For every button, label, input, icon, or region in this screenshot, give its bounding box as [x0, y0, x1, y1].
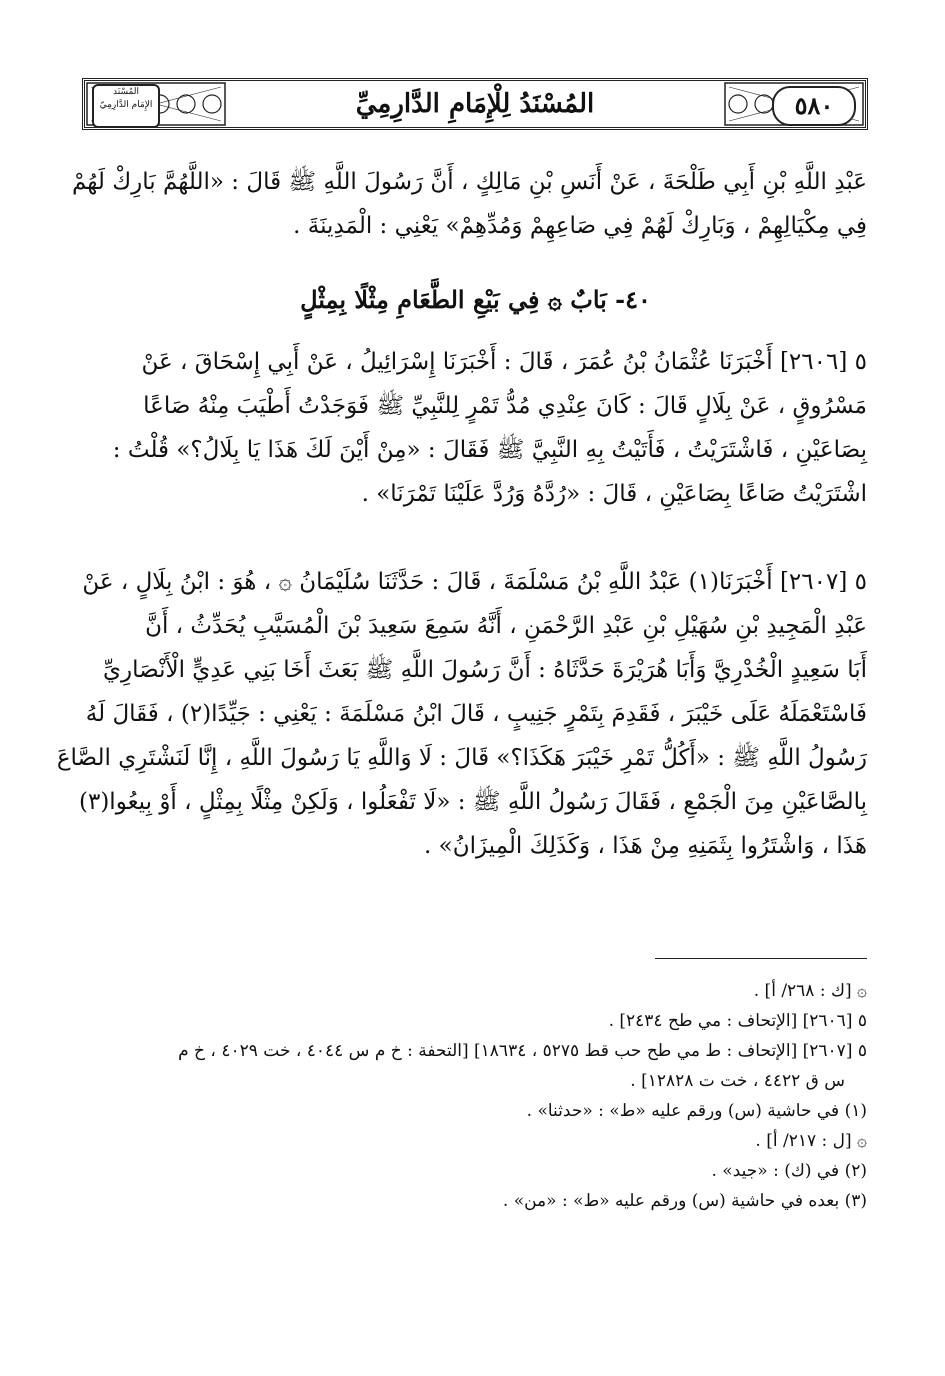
- footnotes: [84, 976, 867, 1216]
- text-line: مَسْرُوقٍ ، عَنْ بِلَالٍ قَالَ : كَانَ عِنْدِي مُدُّ تَمْرٍ لِلنَّبِيِّ ﷺ فَوَجَدْتُ أَطْيَبَ مِنْهُ صَاعًا: [143, 393, 867, 419]
- logo-line-2: الإِمَام الدَّارِمِيّ: [99, 100, 153, 110]
- intro-text: [71, 160, 867, 248]
- footnote: ۞ [ل : ٢١٧/ أ] .: [755, 1131, 867, 1151]
- hadith-2606: [84, 340, 867, 516]
- hadith-2607: [56, 560, 867, 868]
- footnote: (٣) بعده في حاشية (س) ورقم عليه «ط» : «من» .: [502, 1191, 867, 1211]
- text-line: أَبَا سَعِيدٍ الْخُدْرِيَّ وَأَبَا هُرَيْرَةَ حَدَّثَاهُ : أَنَّ رَسُولَ اللَّهِ ﷺ بَعَثَ أَخَا بَنِي عَدِيٍّ الْأَنْصَارِيِّ: [103, 657, 867, 683]
- book-title: المُسْنَدُ لِلْإِمَامِ الدَّارِمِيِّ: [355, 89, 595, 119]
- footnote-separator: [655, 958, 867, 959]
- page-number: ٥٨٠: [772, 86, 856, 126]
- text-line: فِي مِكْيَالِهِمْ ، وَبَارِكْ لَهُمْ فِي صَاعِهِمْ وَمُدِّهِمْ» يَعْنِي : الْمَدِينَةَ .: [293, 213, 867, 239]
- logo-line-1: المُسْنَد: [113, 87, 139, 97]
- footnote: (١) في حاشية (س) ورقم عليه «ط» : «حدثنا» .: [526, 1101, 867, 1121]
- footnote: ۞ [ك : ٢٦٨/ أ] .: [753, 981, 867, 1001]
- text-line: رَسُولُ اللَّهِ ﷺ : «أَكُلُّ تَمْرِ خَيْبَرَ هَكَذَا؟» قَالَ : لَا وَاللَّهِ يَا رَسُولَ اللَّهِ ، إِنَّا لَنَشْتَرِي الصَّاعَ: [56, 745, 867, 771]
- text-line: عَبْدِ اللَّهِ بْنِ أَبِي طَلْحَةَ ، عَنْ أَنَسِ بْنِ مَالِكٍ ، أَنَّ رَسُولَ اللَّهِ ﷺ قَالَ : «اللَّهُمَّ بَارِكْ لَهُمْ: [71, 169, 867, 195]
- text-line: ٥ [٢٦٠٧] أَخْبَرَنَا(١) عَبْدُ اللَّهِ بْنُ مَسْلَمَةَ ، قَالَ : حَدَّثَنَا سُلَيْمَانُ ۞ ، هُوَ : ابْنُ بِلَالٍ ، عَنْ: [82, 569, 867, 595]
- footnote: ٥ [٢٦٠٧] [الإتحاف : ط مي طح حب قط ٥٢٧٥ ، ١٨٦٣٤] [التحفة : خ م س ٤٠٤٤ ، خت ٤٠٢٩ ، خ م: [178, 1041, 867, 1061]
- text-line: بِالصَّاعَيْنِ مِنَ الْجَمْعِ ، فَقَالَ رَسُولُ اللَّهِ ﷺ : «لَا تَفْعَلُوا ، وَلَكِنْ مِثْلًا بِمِثْلٍ ، أَوْ بِيعُوا(٣): [78, 789, 867, 815]
- chapter-heading: ٤٠- بَابٌ ۞ فِي بَيْعِ الطَّعَامِ مِثْلًا بِمِثْلٍ: [300, 285, 651, 314]
- text-line: ٥ [٢٦٠٦] أَخْبَرَنَا عُثْمَانُ بْنُ عُمَرَ ، قَالَ : أَخْبَرَنَا إِسْرَائِيلُ ، عَنْ أَبِي إِسْحَاقَ ، عَنْ: [141, 349, 867, 375]
- text-line: هَذَا ، وَاشْتَرُوا بِثَمَنِهِ مِنْ هَذَا ، وَكَذَلِكَ الْمِيزَانُ» .: [424, 833, 867, 859]
- text-line: اشْتَرَيْتُ صَاعًا بِصَاعَيْنِ ، قَالَ : «رُدَّهُ وَرُدَّ عَلَيْنَا تَمْرَنَا» .: [361, 481, 867, 507]
- text-line: عَبْدِ الْمَجِيدِ بْنِ سُهَيْلِ بْنِ عَبْدِ الرَّحْمَنِ ، أَنَّهُ سَمِعَ سَعِيدَ بْنَ الْمُسَيَّبِ يُحَدِّثُ ، أَنَّ: [145, 613, 867, 639]
- footnote: س ق ٤٤٢٢ ، خت ت ١٢٨٢٨] .: [630, 1071, 845, 1091]
- footnote: (٢) في (ك) : «جيد» .: [711, 1161, 867, 1181]
- text-line: بِصَاعَيْنِ ، فَاشْتَرَيْتُ ، فَأَتَيْتُ بِهِ النَّبِيَّ ﷺ فَقَالَ : «مِنْ أَيْنَ لَكَ هَذَا يَا بِلَالُ؟» قُلْتُ :: [112, 437, 867, 463]
- footnote: ٥ [٢٦٠٦] [الإتحاف : مي طح ٢٤٣٤] .: [608, 1011, 867, 1031]
- book-logo: [92, 84, 160, 128]
- page-header: [82, 78, 868, 130]
- text-line: فَاسْتَعْمَلَهُ عَلَى خَيْبَرَ ، فَقَدِمَ بِتَمْرٍ جَنِيبٍ ، قَالَ ابْنُ مَسْلَمَةَ : يَعْنِي : جَيِّدًا(٢) ، فَقَالَ لَهُ: [85, 701, 867, 727]
